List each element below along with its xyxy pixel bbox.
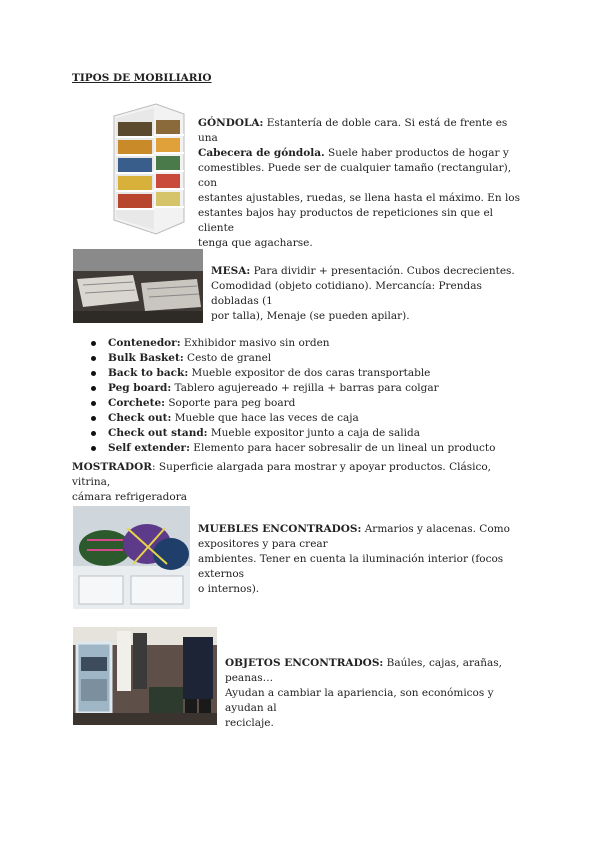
cabecera-term: Cabecera de góndola. [198, 147, 325, 159]
mesa-line-3: por talla), Menaje (se pueden apilar). [211, 310, 410, 322]
bullet-icon [91, 446, 96, 451]
mesa-desc-1: Para dividir + presentación. Cubos decrecientes. [250, 265, 515, 277]
section-title: TIPOS DE MOBILIARIO [72, 72, 212, 84]
list-item [72, 426, 532, 441]
mostrador-term: MOSTRADOR [72, 461, 153, 473]
bullet-term: Self extender: [108, 442, 190, 454]
mostrador-line-2: cámara refrigeradora [72, 491, 188, 503]
muebles-line-4: o internos). [198, 583, 260, 595]
gondola-line-3: comestibles. Puede ser de cualquier tamaño (rectangular), con [198, 162, 512, 189]
muebles-text [198, 522, 538, 597]
bullet-term: Peg board: [108, 382, 172, 394]
list-item [72, 441, 532, 456]
bullet-icon [91, 386, 96, 391]
bullet-icon [91, 341, 96, 346]
bullet-term: Check out stand: [108, 427, 208, 439]
mesa-text [211, 264, 531, 324]
objetos-text [225, 656, 535, 731]
mostrador-desc-1: : Superficie alargada para mostrar y apoyar productos. Clásico, vitrina, [72, 461, 492, 488]
mesa-term: MESA: [211, 265, 251, 277]
list-item [72, 366, 532, 381]
gondola-text [198, 116, 528, 251]
gondola-term: GÓNDOLA: [198, 117, 264, 129]
bullet-term: Back to back: [108, 367, 189, 379]
mostrador-text [72, 460, 532, 505]
gondola-line-5: estantes bajos hay productos de repeticiones sin que el cliente [198, 207, 494, 234]
bullet-desc: Mueble expositor junto a caja de salida [207, 427, 420, 439]
mesa-line-2: Comodidad (objeto cotidiano). Mercancía: Prendas dobladas (1 [211, 280, 482, 307]
objetos-photo [73, 627, 217, 725]
objetos-line-2: Ayudan a cambiar la apariencia, son económicos y ayudan al [225, 687, 494, 714]
gondola-desc-2: Suele haber productos de hogar y [324, 147, 509, 159]
bullet-desc: Mueble expositor de dos caras transportable [188, 367, 431, 379]
objetos-term: OBJETOS ENCONTRADOS: [225, 657, 384, 669]
list-item [72, 381, 532, 396]
list-item [72, 396, 532, 411]
gondola-desc-1: Estantería de doble cara. Si está de frente es una [198, 117, 508, 144]
furniture-bullet-list [72, 336, 532, 456]
bullet-icon [91, 356, 96, 361]
objetos-line-3: reciclaje. [225, 717, 274, 729]
gondola-photo [108, 102, 188, 236]
mesa-photo [73, 249, 203, 323]
gondola-line-6: tenga que agacharse. [198, 237, 313, 249]
muebles-photo [73, 506, 190, 609]
bullet-desc: Cesto de granel [183, 352, 272, 364]
muebles-line-3: ambientes. Tener en cuenta la iluminación interior (focos externos [198, 553, 504, 580]
muebles-term: MUEBLES ENCONTRADOS: [198, 523, 362, 535]
bullet-desc: Mueble que hace las veces de caja [171, 412, 359, 424]
muebles-desc-1: Armarios y alacenas. Como [361, 523, 510, 535]
list-item [72, 336, 532, 351]
bullet-desc: Elemento para hacer sobresalir de un lineal un producto [189, 442, 496, 454]
bullet-term: Check out: [108, 412, 172, 424]
objetos-desc-1: Baúles, cajas, arañas, peanas… [225, 657, 503, 684]
bullet-icon [91, 416, 96, 421]
bullet-desc: Soporte para peg board [165, 397, 296, 409]
bullet-term: Bulk Basket: [108, 352, 184, 364]
list-item [72, 351, 532, 366]
muebles-line-2: expositores y para crear [198, 538, 328, 550]
bullet-icon [91, 371, 96, 376]
list-item [72, 411, 532, 426]
gondola-line-4: estantes ajustables, ruedas, se llena hasta el máximo. En los [198, 192, 521, 204]
bullet-desc: Exhibidor masivo sin orden [180, 337, 330, 349]
bullet-term: Contenedor: [108, 337, 181, 349]
bullet-desc: Tablero agujereado + rejilla + barras para colgar [171, 382, 439, 394]
bullet-icon [91, 431, 96, 436]
bullet-icon [91, 401, 96, 406]
bullet-term: Corchete: [108, 397, 166, 409]
